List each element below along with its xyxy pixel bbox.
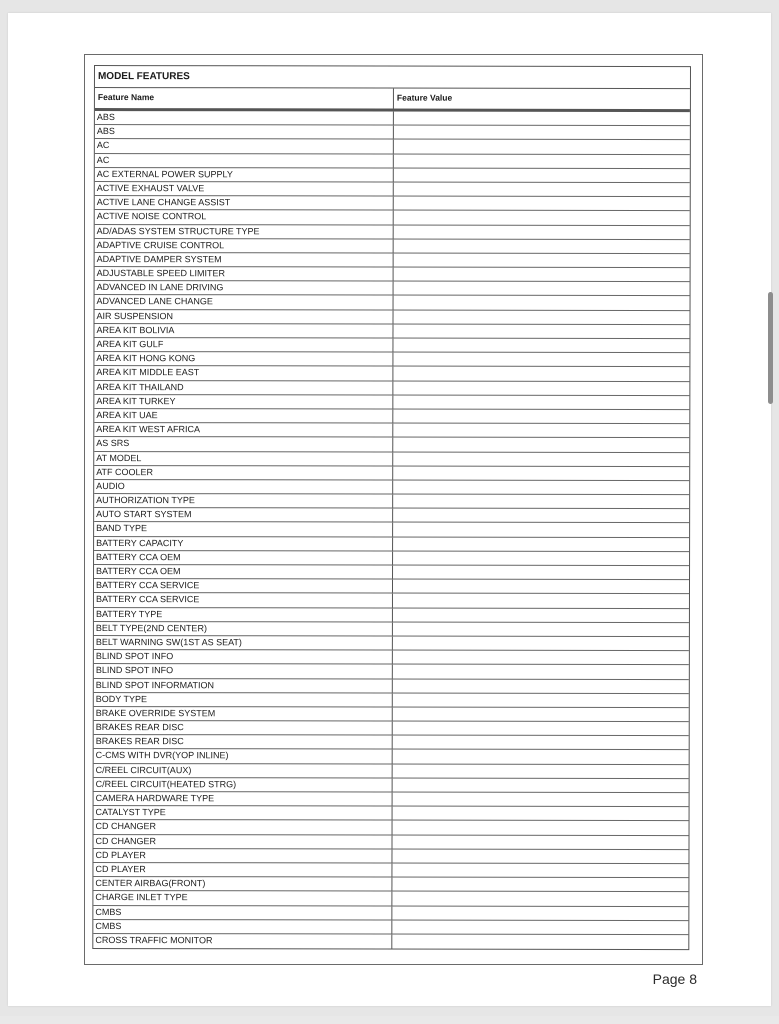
- feature-value-cell: [393, 381, 689, 395]
- feature-value-cell: [393, 367, 689, 381]
- feature-value-cell: [394, 140, 690, 154]
- table-body: [93, 111, 690, 949]
- feature-name-cell: AUTO START SYSTEM: [94, 508, 393, 522]
- feature-name-cell: CHARGE INLET TYPE: [93, 891, 392, 905]
- table-row: [95, 225, 690, 240]
- feature-value-cell: [392, 920, 688, 934]
- table-row: [94, 650, 689, 665]
- feature-value-cell: [392, 906, 688, 920]
- feature-value-cell: [393, 793, 689, 807]
- feature-name-cell: ADVANCED IN LANE DRIVING: [95, 281, 394, 295]
- feature-name-cell: ACTIVE LANE CHANGE ASSIST: [95, 196, 394, 210]
- feature-value-cell: [393, 665, 689, 679]
- feature-name-cell: C/REEL CIRCUIT(HEATED STRG): [94, 778, 393, 792]
- feature-name-cell: ADVANCED LANE CHANGE: [95, 295, 394, 309]
- feature-value-cell: [393, 821, 689, 835]
- feature-name-cell: ADJUSTABLE SPEED LIMITER: [95, 267, 394, 281]
- table-row: [95, 281, 690, 296]
- feature-name-cell: AC EXTERNAL POWER SUPPLY: [95, 168, 394, 182]
- feature-name-cell: AUTHORIZATION TYPE: [94, 494, 393, 508]
- feature-value-cell: [394, 225, 690, 239]
- column-header-feature-name: Feature Name: [95, 88, 394, 109]
- table-row: [93, 863, 688, 878]
- feature-name-cell: ACTIVE EXHAUST VALVE: [95, 182, 394, 196]
- feature-value-cell: [394, 112, 690, 126]
- table-row: [94, 381, 689, 396]
- feature-value-cell: [393, 509, 689, 523]
- feature-value-cell: [393, 764, 689, 778]
- table-row: [94, 324, 689, 339]
- table-row: [94, 551, 689, 566]
- feature-value-cell: [392, 849, 688, 863]
- feature-name-cell: ABS: [95, 125, 394, 139]
- table-row: [94, 537, 689, 552]
- table-row: [94, 366, 689, 381]
- feature-name-cell: CD PLAYER: [93, 849, 392, 863]
- table-row: [94, 437, 689, 452]
- page-number: Page 8: [652, 971, 697, 987]
- table-row: [94, 608, 689, 623]
- table-row: [94, 466, 689, 481]
- feature-name-cell: C/REEL CIRCUIT(AUX): [94, 764, 393, 778]
- feature-value-cell: [393, 424, 689, 438]
- feature-value-cell: [393, 750, 689, 764]
- feature-name-cell: CMBS: [93, 906, 392, 920]
- table-row: [95, 139, 690, 154]
- feature-value-cell: [393, 523, 689, 537]
- table-row: [94, 452, 689, 467]
- feature-name-cell: CD CHANGER: [93, 835, 392, 849]
- table-row: [95, 154, 690, 169]
- table-row: [95, 168, 690, 183]
- table-row: [95, 267, 690, 282]
- feature-value-cell: [394, 296, 690, 310]
- table-row: [93, 849, 688, 864]
- feature-name-cell: ABS: [95, 111, 394, 125]
- feature-value-cell: [393, 480, 689, 494]
- feature-value-cell: [394, 310, 690, 324]
- feature-name-cell: BATTERY CCA SERVICE: [94, 579, 393, 593]
- table-row: [95, 239, 690, 254]
- feature-value-cell: [393, 410, 689, 424]
- feature-value-cell: [393, 495, 689, 509]
- table-row: [94, 508, 689, 523]
- feature-name-cell: AREA KIT MIDDLE EAST: [94, 366, 393, 380]
- table-header: [95, 88, 690, 112]
- feature-name-cell: BATTERY CCA SERVICE: [94, 593, 393, 607]
- feature-name-cell: BODY TYPE: [94, 693, 393, 707]
- feature-value-cell: [392, 892, 688, 906]
- next-page-edge: [0, 1016, 779, 1024]
- feature-value-cell: [393, 736, 689, 750]
- table-row: [95, 125, 690, 140]
- table-row: [94, 593, 689, 608]
- feature-name-cell: AIR SUSPENSION: [95, 310, 394, 324]
- table-row: [94, 806, 689, 821]
- feature-value-cell: [393, 651, 689, 665]
- feature-name-cell: BLIND SPOT INFO: [94, 650, 393, 664]
- feature-name-cell: AREA KIT UAE: [94, 409, 393, 423]
- table-title: MODEL FEATURES: [95, 66, 690, 89]
- table-row: [94, 636, 689, 651]
- feature-value-cell: [393, 778, 689, 792]
- feature-name-cell: C-CMS WITH DVR(YOP INLINE): [94, 749, 393, 763]
- feature-name-cell: AS SRS: [94, 437, 393, 451]
- feature-name-cell: ADAPTIVE CRUISE CONTROL: [95, 239, 394, 253]
- scrollbar-thumb[interactable]: [768, 292, 773, 404]
- feature-value-cell: [392, 934, 688, 949]
- feature-name-cell: AC: [95, 139, 394, 153]
- table-row: [95, 111, 690, 126]
- feature-name-cell: BATTERY CCA OEM: [94, 565, 393, 579]
- table-row: [95, 295, 690, 310]
- feature-name-cell: BAND TYPE: [94, 522, 393, 536]
- feature-value-cell: [393, 580, 689, 594]
- feature-value-cell: [393, 324, 689, 338]
- table-row: [94, 735, 689, 750]
- table-row: [94, 693, 689, 708]
- table-row: [94, 480, 689, 495]
- feature-name-cell: BATTERY CAPACITY: [94, 537, 393, 551]
- feature-value-cell: [394, 253, 690, 267]
- table-row: [94, 792, 689, 807]
- table-row: [95, 182, 690, 197]
- feature-name-cell: ADAPTIVE DAMPER SYSTEM: [95, 253, 394, 267]
- table-row: [94, 764, 689, 779]
- feature-value-cell: [393, 807, 689, 821]
- table-row: [94, 622, 689, 637]
- model-features-table: [92, 65, 691, 950]
- feature-value-cell: [393, 438, 689, 452]
- table-row: [94, 352, 689, 367]
- feature-value-cell: [393, 693, 689, 707]
- feature-name-cell: CATALYST TYPE: [94, 806, 393, 820]
- table-row: [94, 679, 689, 694]
- feature-name-cell: CD PLAYER: [93, 863, 392, 877]
- feature-name-cell: AREA KIT GULF: [94, 338, 393, 352]
- feature-value-cell: [393, 608, 689, 622]
- feature-value-cell: [393, 395, 689, 409]
- table-row: [94, 664, 689, 679]
- feature-value-cell: [393, 679, 689, 693]
- feature-value-cell: [393, 637, 689, 651]
- feature-name-cell: CD CHANGER: [94, 820, 393, 834]
- feature-name-cell: AREA KIT BOLIVIA: [94, 324, 393, 338]
- table-row: [94, 395, 689, 410]
- feature-name-cell: AREA KIT WEST AFRICA: [94, 423, 393, 437]
- table-row: [93, 877, 688, 892]
- feature-name-cell: AREA KIT THAILAND: [94, 381, 393, 395]
- feature-value-cell: [393, 353, 689, 367]
- table-row: [93, 891, 688, 906]
- table-row: [95, 210, 690, 225]
- feature-value-cell: [394, 168, 690, 182]
- feature-name-cell: AREA KIT TURKEY: [94, 395, 393, 409]
- feature-value-cell: [393, 452, 689, 466]
- table-row: [94, 579, 689, 594]
- table-row: [94, 409, 689, 424]
- feature-name-cell: BELT TYPE(2ND CENTER): [94, 622, 393, 636]
- table-row: [93, 835, 688, 850]
- feature-name-cell: AREA KIT HONG KONG: [94, 352, 393, 366]
- feature-value-cell: [393, 566, 689, 580]
- table-row: [94, 707, 689, 722]
- feature-value-cell: [393, 339, 689, 353]
- table-row: [93, 934, 688, 949]
- table-row: [94, 565, 689, 580]
- table-row: [95, 196, 690, 211]
- feature-value-cell: [394, 239, 690, 253]
- feature-name-cell: AUDIO: [94, 480, 393, 494]
- feature-value-cell: [393, 622, 689, 636]
- feature-value-cell: [392, 864, 688, 878]
- feature-value-cell: [393, 537, 689, 551]
- feature-name-cell: AC: [95, 154, 394, 168]
- feature-value-cell: [394, 154, 690, 168]
- feature-value-cell: [393, 722, 689, 736]
- feature-name-cell: BELT WARNING SW(1ST AS SEAT): [94, 636, 393, 650]
- feature-value-cell: [394, 282, 690, 296]
- feature-value-cell: [394, 197, 690, 211]
- feature-value-cell: [394, 126, 690, 140]
- feature-name-cell: AD/ADAS SYSTEM STRUCTURE TYPE: [95, 225, 394, 239]
- table-row: [94, 338, 689, 353]
- feature-name-cell: BLIND SPOT INFORMATION: [94, 679, 393, 693]
- table-row: [94, 749, 689, 764]
- feature-name-cell: BLIND SPOT INFO: [94, 664, 393, 678]
- feature-value-cell: [393, 466, 689, 480]
- feature-name-cell: CROSS TRAFFIC MONITOR: [93, 934, 392, 949]
- table-row: [94, 494, 689, 509]
- feature-value-cell: [393, 707, 689, 721]
- feature-value-cell: [394, 183, 690, 197]
- feature-name-cell: CENTER AIRBAG(FRONT): [93, 877, 392, 891]
- feature-value-cell: [392, 878, 688, 892]
- feature-value-cell: [393, 551, 689, 565]
- table-row: [94, 522, 689, 537]
- feature-value-cell: [392, 835, 688, 849]
- feature-name-cell: CMBS: [93, 920, 392, 934]
- feature-value-cell: [394, 268, 690, 282]
- table-row: [94, 423, 689, 438]
- feature-value-cell: [393, 594, 689, 608]
- feature-name-cell: BRAKE OVERRIDE SYSTEM: [94, 707, 393, 721]
- feature-name-cell: BRAKES REAR DISC: [94, 721, 393, 735]
- feature-name-cell: BATTERY CCA OEM: [94, 551, 393, 565]
- table-row: [93, 906, 688, 921]
- feature-name-cell: CAMERA HARDWARE TYPE: [94, 792, 393, 806]
- feature-name-cell: ACTIVE NOISE CONTROL: [95, 210, 394, 224]
- table-row: [95, 253, 690, 268]
- table-row: [94, 820, 689, 835]
- feature-name-cell: BATTERY TYPE: [94, 608, 393, 622]
- table-row: [94, 778, 689, 793]
- feature-name-cell: BRAKES REAR DISC: [94, 735, 393, 749]
- column-header-feature-value: Feature Value: [396, 92, 453, 103]
- table-row: [95, 310, 690, 325]
- feature-name-cell: ATF COOLER: [94, 466, 393, 480]
- table-row: [94, 721, 689, 736]
- table-row: [93, 920, 688, 935]
- feature-value-cell: [394, 211, 690, 225]
- feature-name-cell: AT MODEL: [94, 452, 393, 466]
